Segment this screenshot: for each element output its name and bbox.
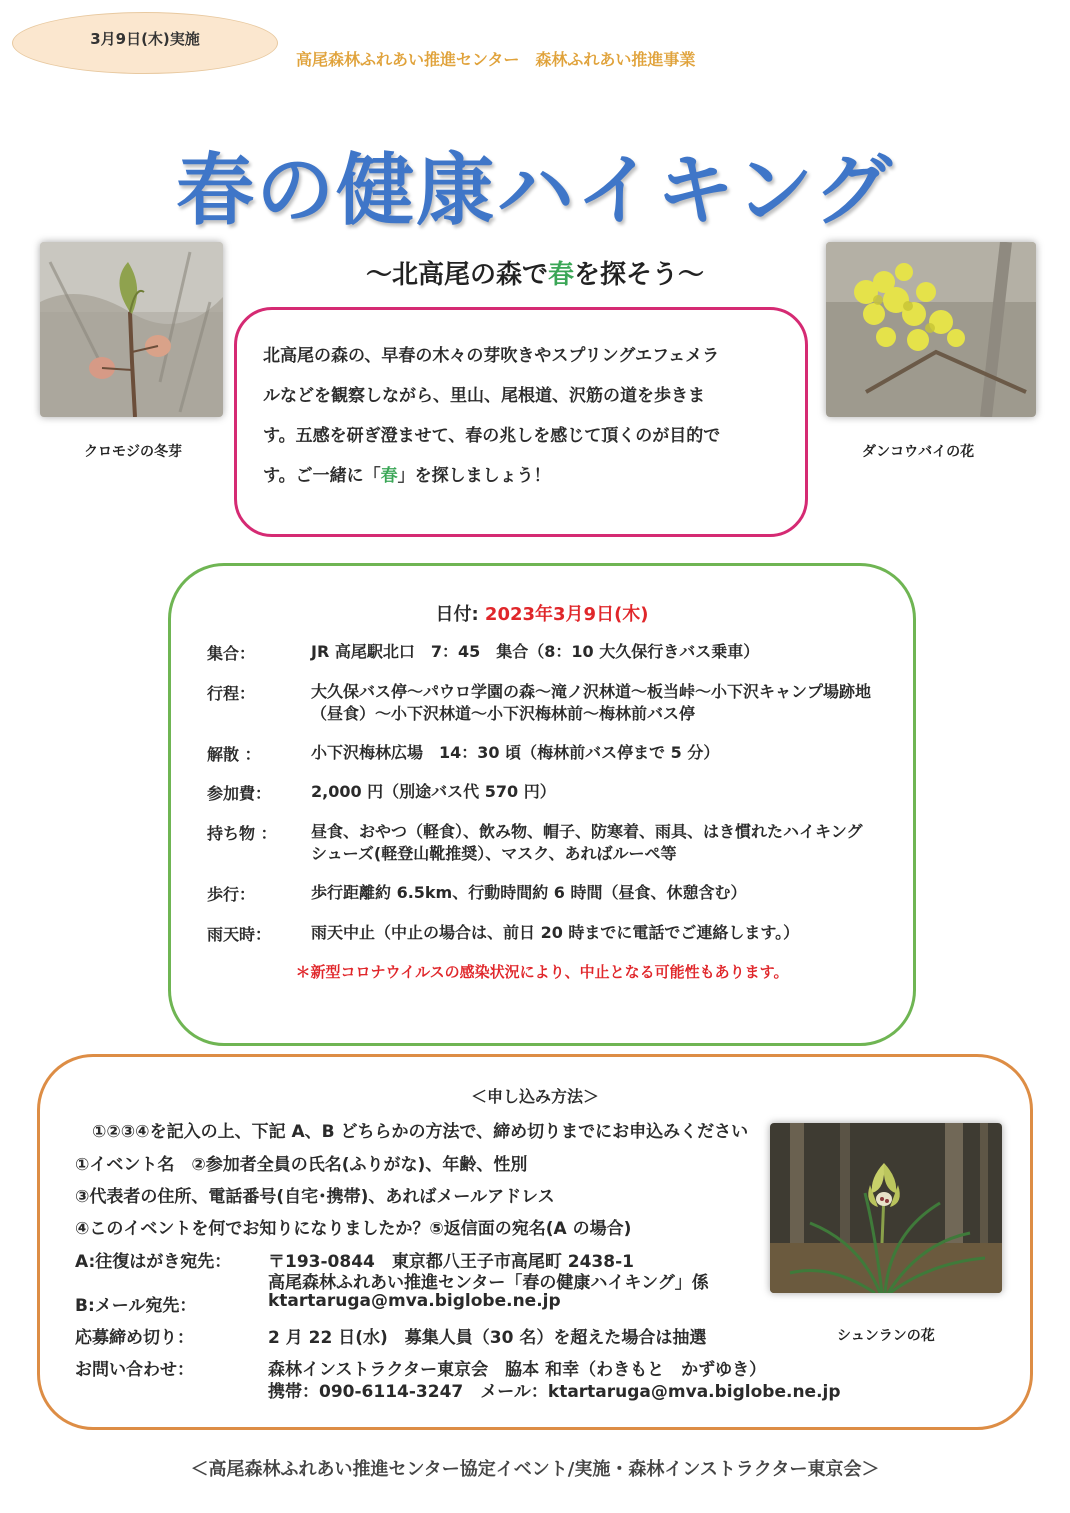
detail-row-meeting	[207, 641, 897, 663]
photo-dankoubai-flower	[826, 242, 1036, 417]
page-title: 春の健康ハイキング	[176, 146, 894, 236]
subtitle-suffix: を探そう～	[574, 260, 705, 290]
application-heading: ＜申し込み方法＞	[470, 1087, 599, 1106]
detail-row-belongings	[207, 821, 897, 865]
detail-value: 雨天中止（中止の場合は、前日 20 時までに電話でご連絡します。）	[311, 923, 800, 942]
intro-box	[234, 307, 808, 537]
intro-line-4	[263, 456, 779, 496]
email-address[interactable]: ktartaruga@mva.biglobe.ne.jp	[268, 1291, 561, 1311]
caption-shunran: シュンランの花	[837, 1328, 935, 1344]
detail-value: 小下沢梅林広場 14：30 頃（梅林前バス停まで 5 分）	[311, 743, 720, 762]
deadline-label: 応募締め切り：	[75, 1328, 194, 1348]
detail-label: 解散 ：	[207, 745, 261, 764]
event-date-label: 日付:	[435, 604, 485, 625]
subtitle-prefix: ～北高尾の森で	[365, 260, 548, 290]
intro-line-4-prefix: す。ご一緒に「	[263, 466, 381, 486]
photo-shunran-flower	[770, 1123, 1002, 1293]
detail-label: 持ち物 ：	[207, 824, 277, 843]
detail-value: 昼食、おやつ（軽食）、飲み物、帽子、防寒着、雨具、はき慣れたハイキングシューズ(軽登山靴推奨）、マスク、あればルーペ等	[311, 822, 863, 863]
detail-value: 歩行距離約 6.5km、行動時間約 6 時間（昼食、休憩含む）	[311, 883, 747, 902]
detail-value: JR 高尾駅北口 7：45 集合（8：10 大久保行きバス乗車）	[311, 642, 760, 661]
contact-label: お問い合わせ：	[75, 1360, 194, 1380]
detail-row-walking	[207, 882, 897, 904]
caption-kuromoji: クロモジの冬芽	[84, 444, 182, 460]
detail-row-rain	[207, 922, 897, 944]
detail-row-route	[207, 681, 897, 725]
detail-label: 参加費：	[207, 784, 272, 803]
detail-label: 歩行：	[207, 885, 256, 904]
postcard-address: 〒193-0844 東京都八王子市高尾町 2438-1	[268, 1252, 634, 1272]
caption-dankoubai: ダンコウバイの花	[862, 444, 975, 460]
application-item-3: ③代表者の住所、電話番号(自宅･携帯)、あればメールアドレス	[75, 1187, 555, 1207]
intro-line-2: ルなどを観察しながら、里山、尾根道、沢筋の道を歩きま	[263, 386, 705, 406]
event-date-value: 2023年3月9日(木)	[484, 604, 649, 625]
detail-label: 雨天時：	[207, 925, 272, 944]
application-item-4-5: ④このイベントを何でお知りになりましたか？⑤返信面の宛名(A の場合)	[75, 1219, 632, 1239]
email-label: B:メール宛先：	[75, 1296, 197, 1316]
organization-line: 高尾森林ふれあい推進センター 森林ふれあい推進事業	[296, 50, 696, 69]
contact-phone-email[interactable]: 携帯：090-6114-3247 メール：ktartaruga@mva.biglobe.ne.jp	[268, 1382, 841, 1402]
postcard-recipient: 高尾森林ふれあい推進センター「春の健康ハイキング」係	[268, 1273, 709, 1293]
intro-line-4-suffix: 」を探しましょう！	[397, 466, 551, 486]
detail-label: 行程：	[207, 684, 256, 703]
postcard-label: A:往復はがき宛先：	[75, 1252, 232, 1272]
covid-warning: ＊新型コロナウイルスの感染状況により、中止となる可能性もあります。	[295, 963, 789, 981]
event-date	[168, 600, 916, 626]
application-instruction: ①②③④を記入の上、下記 A、B どちらかの方法で、締め切りまでにお申込みください	[92, 1122, 749, 1142]
footer-note: ＜高尾森林ふれあい推進センター協定イベント/実施・森林インストラクター東京会＞	[190, 1459, 880, 1480]
contact-name: 森林インストラクター東京会 脇本 和幸（わきもと かずゆき）	[268, 1360, 767, 1380]
date-badge-text: 3月9日(木)実施	[90, 29, 200, 48]
subtitle-highlight: 春	[547, 260, 574, 290]
detail-value: 2,000 円（別途バス代 570 円）	[311, 782, 556, 801]
deadline-value: 2 月 22 日(水) 募集人員（30 名）を超えた場合は抽選	[268, 1328, 707, 1348]
date-badge	[12, 12, 278, 74]
application-item-1-2: ①イベント名 ②参加者全員の氏名(ふりがな)、年齢、性別	[75, 1155, 528, 1175]
photo-kuromoji-bud	[40, 242, 223, 417]
detail-value: 大久保バス停～パウロ学園の森～滝ノ沢林道～板当峠～小下沢キャンプ場跡地（昼食）～小下沢林道～小下沢梅林前～梅林前バス停	[311, 682, 872, 723]
intro-line-4-highlight: 春	[380, 466, 398, 486]
detail-row-dismissal	[207, 742, 897, 764]
intro-line-3: す。五感を研ぎ澄ませて、春の兆しを感じて頂くのが目的で	[263, 426, 721, 446]
detail-label: 集合：	[207, 644, 256, 663]
intro-line-1: 北高尾の森の、早春の木々の芽吹きやスプリングエフェメラ	[263, 346, 720, 366]
detail-row-fee	[207, 781, 897, 803]
